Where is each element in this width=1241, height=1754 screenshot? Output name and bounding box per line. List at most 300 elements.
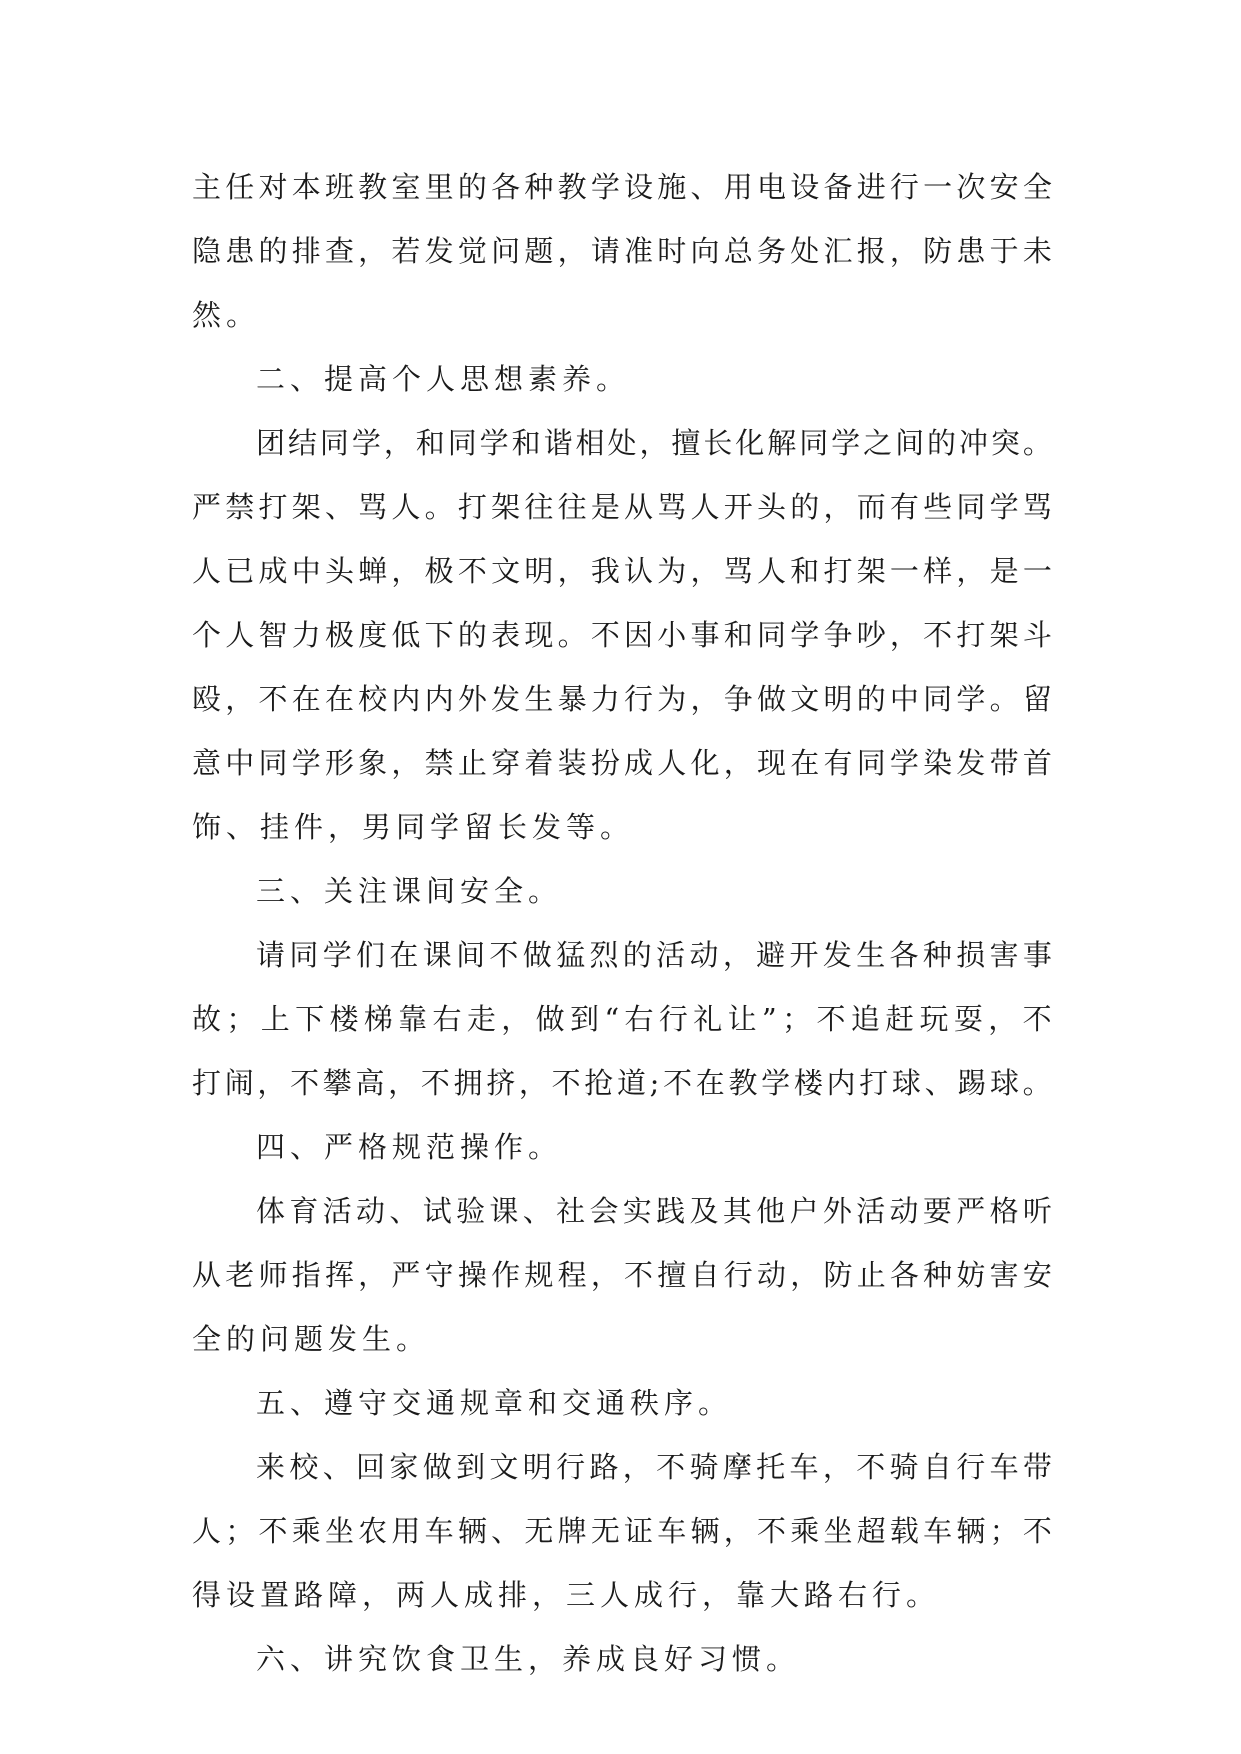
text-char: 超 [856,1514,886,1548]
text-char: 走 [466,1002,496,1036]
text-char: 成 [624,746,654,780]
text-char: 辆 [457,1514,487,1548]
text-char: 种 [524,170,554,204]
body-line [192,923,1052,987]
text-char: ， [723,746,753,780]
text-char: 不 [489,938,519,972]
text-char: 课 [422,938,452,972]
text-char: 做 [522,938,552,972]
text-char: 挥 [324,1258,354,1292]
text-char: 备 [823,170,853,204]
text-char: 乘 [790,1514,820,1548]
text-char: 抢 [584,1066,614,1100]
text-char: ， [557,234,587,268]
text-char: 意 [192,746,222,780]
text-char: 暴 [557,682,587,716]
text-char: 不 [856,1450,886,1484]
text-char: 社 [556,1194,586,1228]
text-char: 是 [989,554,1019,588]
body-line [192,1051,1052,1115]
text-char: 题 [524,234,554,268]
text-char: 种 [923,1258,953,1292]
body-line [192,475,1052,539]
text-char: 烈 [589,938,619,972]
text-char: 会 [589,1194,619,1228]
text-char: ， [257,1066,287,1100]
text-char: 坐 [324,1514,354,1548]
text-char: 辆 [956,1514,986,1548]
text-char: ； [989,1514,1019,1548]
text-char: 防 [923,234,953,268]
text-char: 严 [192,490,222,524]
text-char: 格 [989,1194,1019,1228]
text-char: 在 [790,746,820,780]
text-char: 人 [391,490,421,524]
text-char: 及 [689,1194,719,1228]
text-char: 明 [524,554,554,588]
text-char: 闹 [224,1066,254,1100]
text-char: 下 [295,1002,325,1036]
text-char: 长 [703,426,733,460]
text-char: 发 [424,234,454,268]
text-char: 不 [1022,1002,1052,1036]
text-char: 在 [389,938,419,972]
text-char: 和 [415,426,445,460]
text-char: ” [761,1002,777,1036]
text-char: 进 [856,170,886,204]
text-char: 留 [1022,682,1052,716]
text-char: 内 [424,682,454,716]
text-char: 各 [889,938,919,972]
text-char: 发 [491,682,521,716]
text-char: 。 [1022,1066,1052,1100]
text-char: 乘 [291,1514,321,1548]
text-char: 育 [289,1194,319,1228]
text-char: 行 [889,170,919,204]
text-char: 行 [723,1258,753,1292]
text-char: 架 [491,490,521,524]
text-char: 打 [956,618,986,652]
text-char: 架 [856,554,886,588]
text-char: 自 [922,1450,952,1484]
text-char: 害 [989,938,1019,972]
body-line: 全的问题发生。 [192,1322,431,1356]
text-char: 团 [256,426,286,460]
text-char: 着 [524,746,554,780]
text-char: 动 [889,1194,919,1228]
text-char: 车 [657,1514,687,1548]
text-char: 文 [790,682,820,716]
text-char: 骑 [889,1450,919,1484]
text-char: 自 [690,1258,720,1292]
text-char: 人 [756,554,786,588]
text-char: ， [622,1450,652,1484]
text-char: 骂 [1022,490,1052,524]
text-char: 力 [291,618,321,652]
text-char: 安 [1022,1258,1052,1292]
text-char: 生 [524,682,554,716]
text-char: 损 [956,938,986,972]
section-heading: 四、严格规范操作。 [256,1130,563,1164]
text-char: 托 [756,1450,786,1484]
text-char: 禁 [225,490,255,524]
text-char: 首 [1022,746,1052,780]
text-char: 楼 [329,1002,359,1036]
text-char: 、 [522,1194,552,1228]
text-char: ， [723,1514,753,1548]
text-char: 拥 [453,1066,483,1100]
text-char: 同 [319,426,349,460]
text-char: 校 [358,682,388,716]
text-char: 个 [192,618,222,652]
text-char: 动 [756,1258,786,1292]
text-char: 学 [956,682,986,716]
text-char: 载 [889,1514,919,1548]
text-char: 内 [391,682,421,716]
text-char: 学 [322,938,352,972]
text-char: 人 [192,554,222,588]
text-char: 、 [324,490,354,524]
text-char: 争 [723,682,753,716]
text-char: ， [690,682,720,716]
text-char: 户 [789,1194,819,1228]
text-char: 、 [690,170,720,204]
text-char: ， [690,554,720,588]
text-char: ， [388,1066,418,1100]
text-char: 其 [722,1194,752,1228]
text-char: 准 [624,234,654,268]
body-line [192,1179,1052,1243]
section-heading: 五、遵守交通规章和交通秩序。 [256,1386,733,1420]
text-char: 在 [695,1066,725,1100]
text-char: 化 [735,426,765,460]
text-char: 头 [756,490,786,524]
text-char: 些 [923,490,953,524]
text-char: 我 [590,554,620,588]
text-char: 教 [728,1066,758,1100]
text-char: 全 [1022,170,1052,204]
text-char: ， [988,1002,1018,1036]
text-char: 。 [1022,426,1052,460]
text-char: 打 [823,554,853,588]
text-char: 务 [756,234,786,268]
text-char: 道 [616,1066,646,1100]
text-char: ， [518,1066,548,1100]
text-char: 止 [856,1258,886,1292]
text-char: 骂 [723,554,753,588]
text-char: 不 [551,1066,581,1100]
text-char: 试 [422,1194,452,1228]
text-char: 不 [258,682,288,716]
text-char: 和 [723,618,753,652]
text-char: 不 [258,1514,288,1548]
text-char: 农 [358,1514,388,1548]
text-char: 用 [723,170,753,204]
text-char: 时 [657,234,687,268]
text-char: 处 [607,426,637,460]
text-char: 坐 [823,1514,853,1548]
text-char: 问 [491,234,521,268]
body-line [192,987,1052,1051]
text-char: 冲 [958,426,988,460]
text-char: ， [889,234,919,268]
section-heading: 六、讲究饮食卫生，养成良好习惯。 [256,1642,801,1676]
text-char: 对 [258,170,288,204]
text-char: 设 [624,170,654,204]
text-char: 极 [424,554,454,588]
text-char: 认 [624,554,654,588]
text-char: 表 [491,618,521,652]
text-char: 球 [989,1066,1019,1100]
text-char: 人 [192,1514,222,1548]
body-line [192,411,1052,475]
text-char: 学 [831,426,861,460]
text-char: 作 [491,1258,521,1292]
text-char: 开 [789,938,819,972]
text-char: 文 [489,1450,519,1484]
text-char: 他 [756,1194,786,1228]
text-char: 中 [889,682,919,716]
text-char: 形 [324,746,354,780]
text-char: ， [956,554,986,588]
text-char: 为 [657,682,687,716]
text-char: 象 [358,746,388,780]
text-char: 不 [290,1066,320,1100]
text-char: 骂 [657,490,687,524]
text-char: 同 [799,426,829,460]
text-char: 靠 [398,1002,428,1036]
text-char: 的 [790,490,820,524]
text-char: 的 [856,682,886,716]
text-char: 学 [479,426,509,460]
text-char: 的 [927,426,957,460]
text-char: 发 [822,938,852,972]
section-heading: 二、提高个人思想素养。 [256,362,631,396]
text-char: 活 [856,1194,886,1228]
text-char: ; [649,1066,660,1100]
text-char: 行 [624,682,654,716]
text-char: 不 [923,618,953,652]
text-char: 挤 [486,1066,516,1100]
text-char: 设 [790,170,820,204]
text-char: ； [225,1514,255,1548]
text-char: 外 [457,682,487,716]
text-char: 和 [511,426,541,460]
text-char: 牌 [557,1514,587,1548]
text-char: 在 [324,682,354,716]
text-char: 学 [889,746,919,780]
text-char: 体 [256,1194,286,1228]
text-char: 不 [624,1258,654,1292]
text-char: 学 [761,1066,791,1100]
body-line [192,219,1052,283]
text-char: 到 [569,1002,599,1036]
text-char: ， [722,938,752,972]
text-char: 打 [258,490,288,524]
text-char: 往 [524,490,554,524]
text-char: 球 [891,1066,921,1100]
text-char: 任 [225,170,255,204]
text-char: ， [358,234,388,268]
text-char: 指 [291,1258,321,1292]
text-char: 电 [756,170,786,204]
text-char: 请 [590,234,620,268]
body-line [192,1435,1052,1499]
text-char: 事 [690,618,720,652]
text-char: 人 [657,746,687,780]
text-char: 内 [826,1066,856,1100]
text-char: 止 [457,746,487,780]
text-char: 猛 [556,938,586,972]
text-char: 擅 [657,1258,687,1292]
text-char: 小 [657,618,687,652]
text-char: 妨 [956,1258,986,1292]
text-char: 人 [690,490,720,524]
body-line: 饰、挂件，男同学留长发等。 [192,810,635,844]
text-char: 来 [256,1450,286,1484]
text-char: 回 [356,1450,386,1484]
text-char: 现 [524,618,554,652]
text-char: 动 [356,1194,386,1228]
text-char: ， [823,490,853,524]
text-char: 、 [322,1450,352,1484]
text-char: 同 [756,618,786,652]
text-char: 智 [258,618,288,652]
text-char: 无 [590,1514,620,1548]
text-char: 不 [457,554,487,588]
text-char: 们 [356,938,386,972]
text-char: 室 [391,170,421,204]
text-char: 结 [287,426,317,460]
text-char: 不 [420,1066,450,1100]
text-char: 里 [424,170,454,204]
text-char: 骂 [358,490,388,524]
text-char: 处 [790,234,820,268]
text-char: 玩 [919,1002,949,1036]
text-char: 严 [391,1258,421,1292]
text-char: 查 [324,234,354,268]
text-char: 有 [889,490,919,524]
text-char: 从 [624,490,654,524]
text-char: 殴 [192,682,222,716]
text-char: 动 [689,938,719,972]
text-char: 追 [850,1002,880,1036]
text-char: 守 [424,1258,454,1292]
text-char: 、 [924,1066,954,1100]
text-char: 故 [192,1002,222,1036]
text-char: 隐 [192,234,222,268]
text-char: 生 [856,938,886,972]
text-char: “ [604,1002,620,1036]
text-char: 向 [690,234,720,268]
text-char: 间 [895,426,925,460]
text-char: 不 [590,618,620,652]
text-char: 辆 [690,1514,720,1548]
body-line [192,603,1052,667]
text-char: 扮 [590,746,620,780]
text-char: 之 [863,426,893,460]
body-line: 然。 [192,298,261,332]
text-char: 患 [956,234,986,268]
text-char: 已 [225,554,255,588]
text-char: 楼 [793,1066,823,1100]
text-char: 车 [989,1450,1019,1484]
text-char: 禁 [424,746,454,780]
text-char: 未 [1022,234,1052,268]
text-char: 听 [1022,1194,1052,1228]
text-char: 实 [622,1194,652,1228]
text-char: 文 [491,554,521,588]
text-char: 有 [823,746,853,780]
text-char: 。 [557,618,587,652]
text-char: 次 [956,170,986,204]
body-line [192,1243,1052,1307]
text-char: 活 [656,938,686,972]
document-body [192,155,1052,1691]
text-char: 架 [989,618,1019,652]
text-char: 攀 [322,1066,352,1100]
text-char: ， [501,1002,531,1036]
text-char: 间 [456,938,486,972]
text-char: ， [358,1258,388,1292]
text-char: 赶 [885,1002,915,1036]
text-char: 发 [956,746,986,780]
text-char: 样 [923,554,953,588]
text-char: ； [226,1002,256,1036]
text-char: 本 [291,170,321,204]
text-char: 主 [192,170,222,204]
text-char: 汇 [823,234,853,268]
text-char: ， [391,554,421,588]
text-char: 擅 [671,426,701,460]
body-line [192,731,1052,795]
text-char: 验 [456,1194,486,1228]
text-char: 防 [823,1258,853,1292]
text-char: 摩 [722,1450,752,1484]
text-char: 让 [727,1002,757,1036]
text-char: 化 [690,746,720,780]
text-char: 教 [557,170,587,204]
text-char: 教 [358,170,388,204]
text-char: 。 [989,682,1019,716]
text-char: ， [557,554,587,588]
text-char: 车 [424,1514,454,1548]
text-char: 同 [447,426,477,460]
text-char: 不 [663,1066,693,1100]
text-char: 学 [989,490,1019,524]
text-char: 学 [590,170,620,204]
text-char: 高 [355,1066,385,1100]
text-char: 不 [1022,1514,1052,1548]
text-char: 不 [656,1450,686,1484]
text-char: 带 [989,746,1019,780]
text-char: ， [383,426,413,460]
text-char: ； [782,1002,812,1036]
text-char: 于 [989,234,1019,268]
text-char: 学 [291,746,321,780]
text-char: 做 [756,682,786,716]
text-char: ， [391,746,421,780]
text-char: 从 [192,1258,222,1292]
text-char: 相 [575,426,605,460]
body-line [192,155,1052,219]
text-char: 成 [258,554,288,588]
text-char: 规 [524,1258,554,1292]
text-char: 明 [522,1450,552,1484]
text-char: 争 [823,618,853,652]
text-char: 事 [1022,938,1052,972]
text-char: 车 [789,1450,819,1484]
